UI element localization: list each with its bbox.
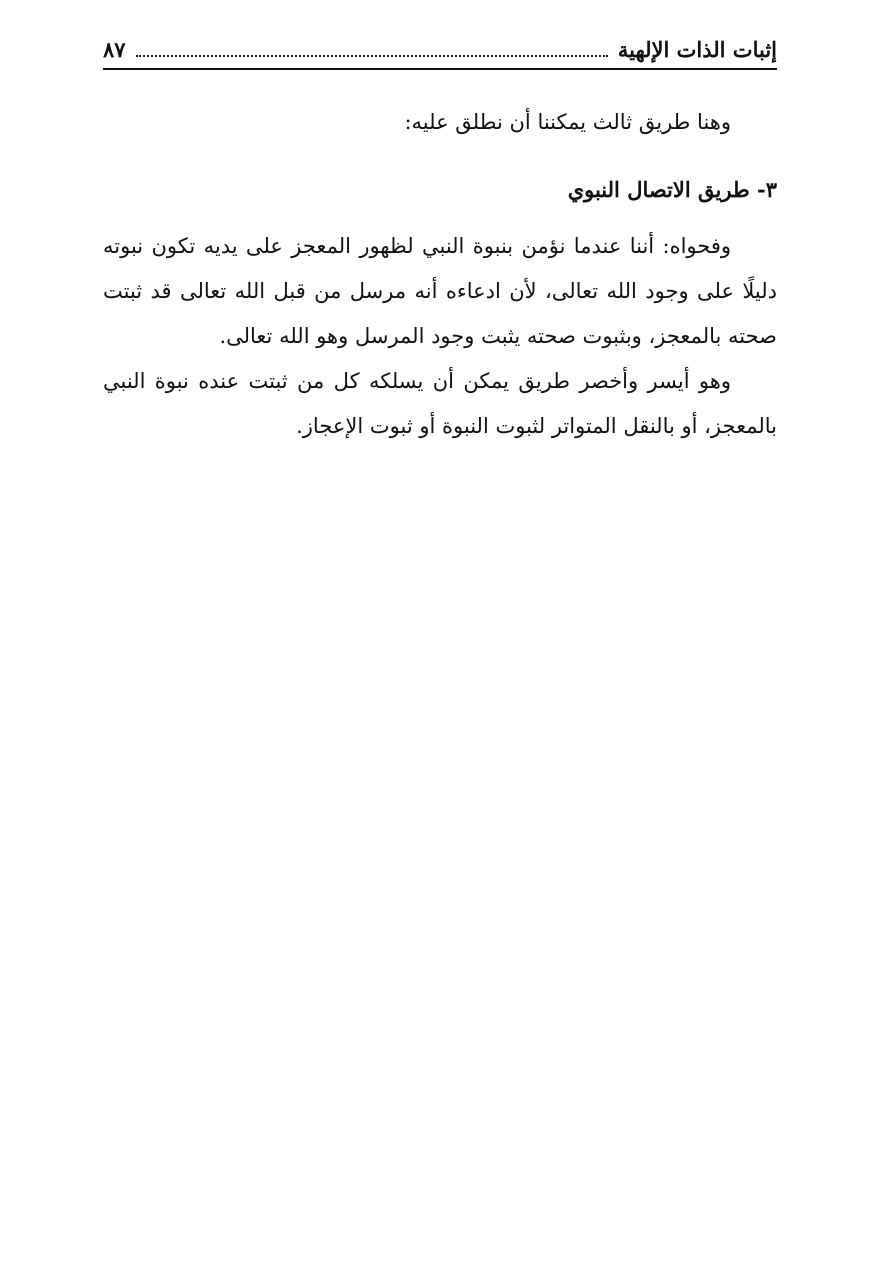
header-dot-leader [136,54,608,57]
intro-line: وهنا طريق ثالث يمكننا أن نطلق عليه: [404,110,731,134]
section-heading: ٣- طريق الاتصال النبوي [567,177,777,202]
paragraph-2: وهو أيسر وأخصر طريق يمكن أن يسلكه كل من ثبتت عنده نبوة النبي بالمعجز، أو بالنقل المتواتر لثبوت النبوة أو ثبوت الإعجاز. [103,369,777,438]
running-header [103,32,777,66]
page-body [103,100,777,449]
paragraph-1: وفحواه: أننا عندما نؤمن بنبوة النبي لظهور المعجز على يديه تكون نبوته دليلًا على وجود الله تعالى، لأن ادعاءه أنه مرسل من قبل الله تعالى قد ثبتت صحته بالمعجز، وبثبوت صحته يثبت وجود المرسل وهو الله تعالى. [103,234,777,348]
header-title: إثبات الذات الإلهية [617,36,777,62]
page-number: ٨٧ [103,36,126,62]
header-rule [103,68,777,70]
